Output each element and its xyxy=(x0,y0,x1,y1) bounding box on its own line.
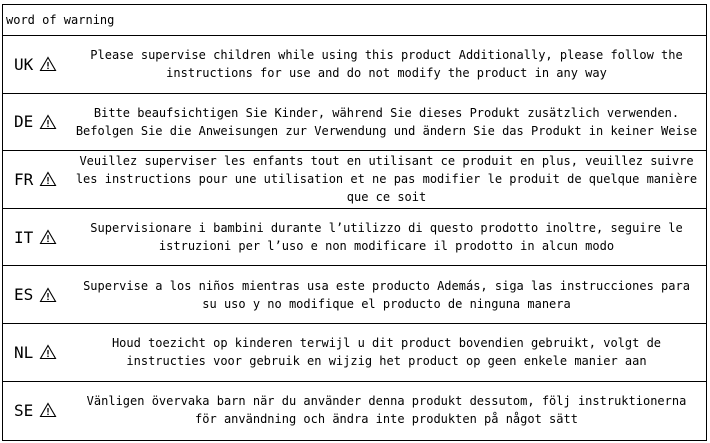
language-cell xyxy=(3,170,73,189)
warning-text: Veuillez superviser les enfants tout en utilisant ce produit en plus, veuillez suivre les instructions pour une utilisation et ne pas modifier le produit de quelque manière que ce soit xyxy=(75,154,698,205)
warning-icon xyxy=(39,114,57,130)
warning-icon xyxy=(39,56,57,72)
warning-row-fr xyxy=(3,151,706,209)
warning-icon xyxy=(39,344,57,360)
language-code: NL xyxy=(14,342,34,362)
warning-text: Houd toezicht op kinderen terwijl u dit product bovendien gebruikt, volgt de instructies voor gebruik en wijzig het product op geen enkele manier aan xyxy=(111,336,662,369)
language-code: ES xyxy=(14,285,34,305)
warning-row-nl xyxy=(3,324,706,382)
language-cell xyxy=(3,401,73,420)
language-code: SE xyxy=(14,400,34,420)
language-code: DE xyxy=(14,112,34,132)
warning-row-es xyxy=(3,266,706,324)
warning-icon xyxy=(39,402,57,418)
language-cell xyxy=(3,112,73,131)
table-title: word of warning xyxy=(3,5,706,36)
warning-text: Bitte beaufsichtigen Sie Kinder, während Sie dieses Produkt zusätzlich verwenden. Befolgen Sie die Anweisungen zur Verwendung und ändern Sie das Produkt in keiner Weise xyxy=(75,105,698,138)
warning-row-uk xyxy=(3,36,706,94)
warning-row-de xyxy=(3,94,706,152)
language-cell xyxy=(3,343,73,362)
warning-text: Supervise a los niños mientras usa este producto Además, siga las instrucciones para su uso y no modifique el producto de ninguna manera xyxy=(83,278,690,311)
language-cell xyxy=(3,228,73,247)
warning-text: Supervisionare i bambini durante l’utilizzo di questo prodotto inoltre, seguire le istruzioni per l’uso e non modificare il prodotto in alcun modo xyxy=(90,221,683,254)
language-code: UK xyxy=(14,54,34,74)
language-code: FR xyxy=(14,169,34,189)
warning-table xyxy=(2,4,707,441)
warning-text: Vänligen övervaka barn när du använder denna produkt dessutom, följ instruktionerna för användning och ändra inte produkten på något sätt xyxy=(86,394,687,427)
warning-icon xyxy=(39,229,57,245)
language-cell xyxy=(3,55,73,74)
warning-icon xyxy=(39,287,57,303)
warning-row-it xyxy=(3,209,706,267)
language-code: IT xyxy=(14,227,34,247)
language-cell xyxy=(3,285,73,304)
warning-row-se xyxy=(3,382,706,440)
warning-text: Please supervise children while using this product Additionally, please follow the instructions for use and do not modify the product in any way xyxy=(90,48,683,81)
warning-icon xyxy=(39,171,57,187)
